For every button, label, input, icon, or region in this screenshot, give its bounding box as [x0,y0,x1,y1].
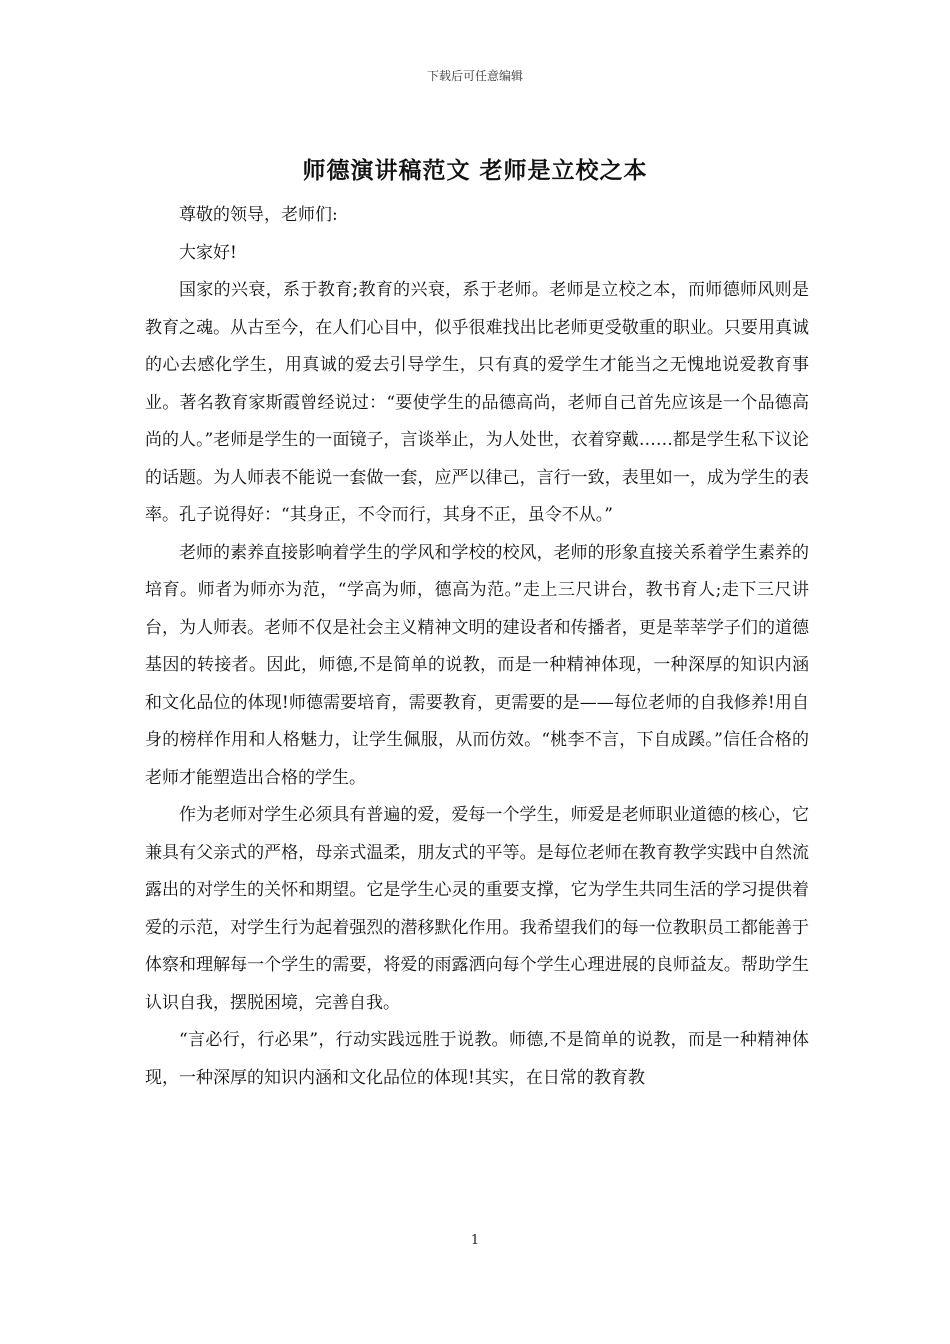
paragraph: 老师的素养直接影响着学生的学风和学校的校风，老师的形象直接关系着学生素养的培育。师者为师亦为范，“学高为师，德高为范。”走上三尺讲台，教书育人;走下三尺讲台，为人师表。老师不仅是社会主义精神文明的建设者和传播者，更是莘莘学子们的道德基因的转接者。因此，师德,不是简单的说教，而是一种精神体现，一种深厚的知识内涵和文化品位的体现!师德需要培育，需要教育，更需要的是——每位老师的自我修养!用自身的榜样作用和人格魅力，让学生佩服，从而仿效。“桃李不言，下自成蹊。”信任合格的老师才能塑造出合格的学生。 [145,542,809,788]
page-number: 1 [470,1233,480,1248]
greeting: 大家好! [179,242,237,263]
document-body [145,197,809,1097]
paragraph: 国家的兴衰，系于教育;教育的兴衰，系于老师。老师是立校之本，而师德师风则是教育之魂。从古至今，在人们心目中，似乎很难找出比老师更受敬重的职业。只要用真诚的心去感化学生，用真诚的爱去引导学生，只有真的爱学生才能当之无愧地说爱教育事业。著名教育家斯霞曾经说过：“要使学生的品德高尚，老师自己首先应该是一个品德高尚的人。”老师是学生的一面镜子，言谈举止，为人处世，衣着穿戴……都是学生私下议论的话题。为人师表不能说一套做一套，应严以律己，言行一致，表里如一，成为学生的表率。孔子说得好：“其身正，不令而行，其身不正，虽令不从。” [145,280,809,525]
document-title: 师德演讲稿范文 老师是立校之本 [302,158,648,184]
page-header-note: 下载后可任意编辑 [426,69,523,83]
paragraph: “言必行，行必果”，行动实践远胜于说教。师德,不是简单的说教，而是一种精神体现，一种深厚的知识内涵和文化品位的体现!其实，在日常的教育教 [145,1030,809,1088]
salutation: 尊敬的领导，老师们: [179,205,338,225]
paragraph: 作为老师对学生必须具有普遍的爱，爱每一个学生，师爱是老师职业道德的核心，它兼具有父亲式的严格，母亲式温柔，朋友式的平等。是每位老师在教育教学实践中自然流露出的对学生的关怀和期望。它是学生心灵的重要支撑，它为学生共同生活的学习提供着爱的示范，对学生行为起着强烈的潜移默化作用。我希望我们的每一位教职员工都能善于体察和理解每一个学生的需要，将爱的雨露洒向每个学生心理进展的良师益友。帮助学生认识自我，摆脱困境，完善自我。 [145,805,809,1013]
